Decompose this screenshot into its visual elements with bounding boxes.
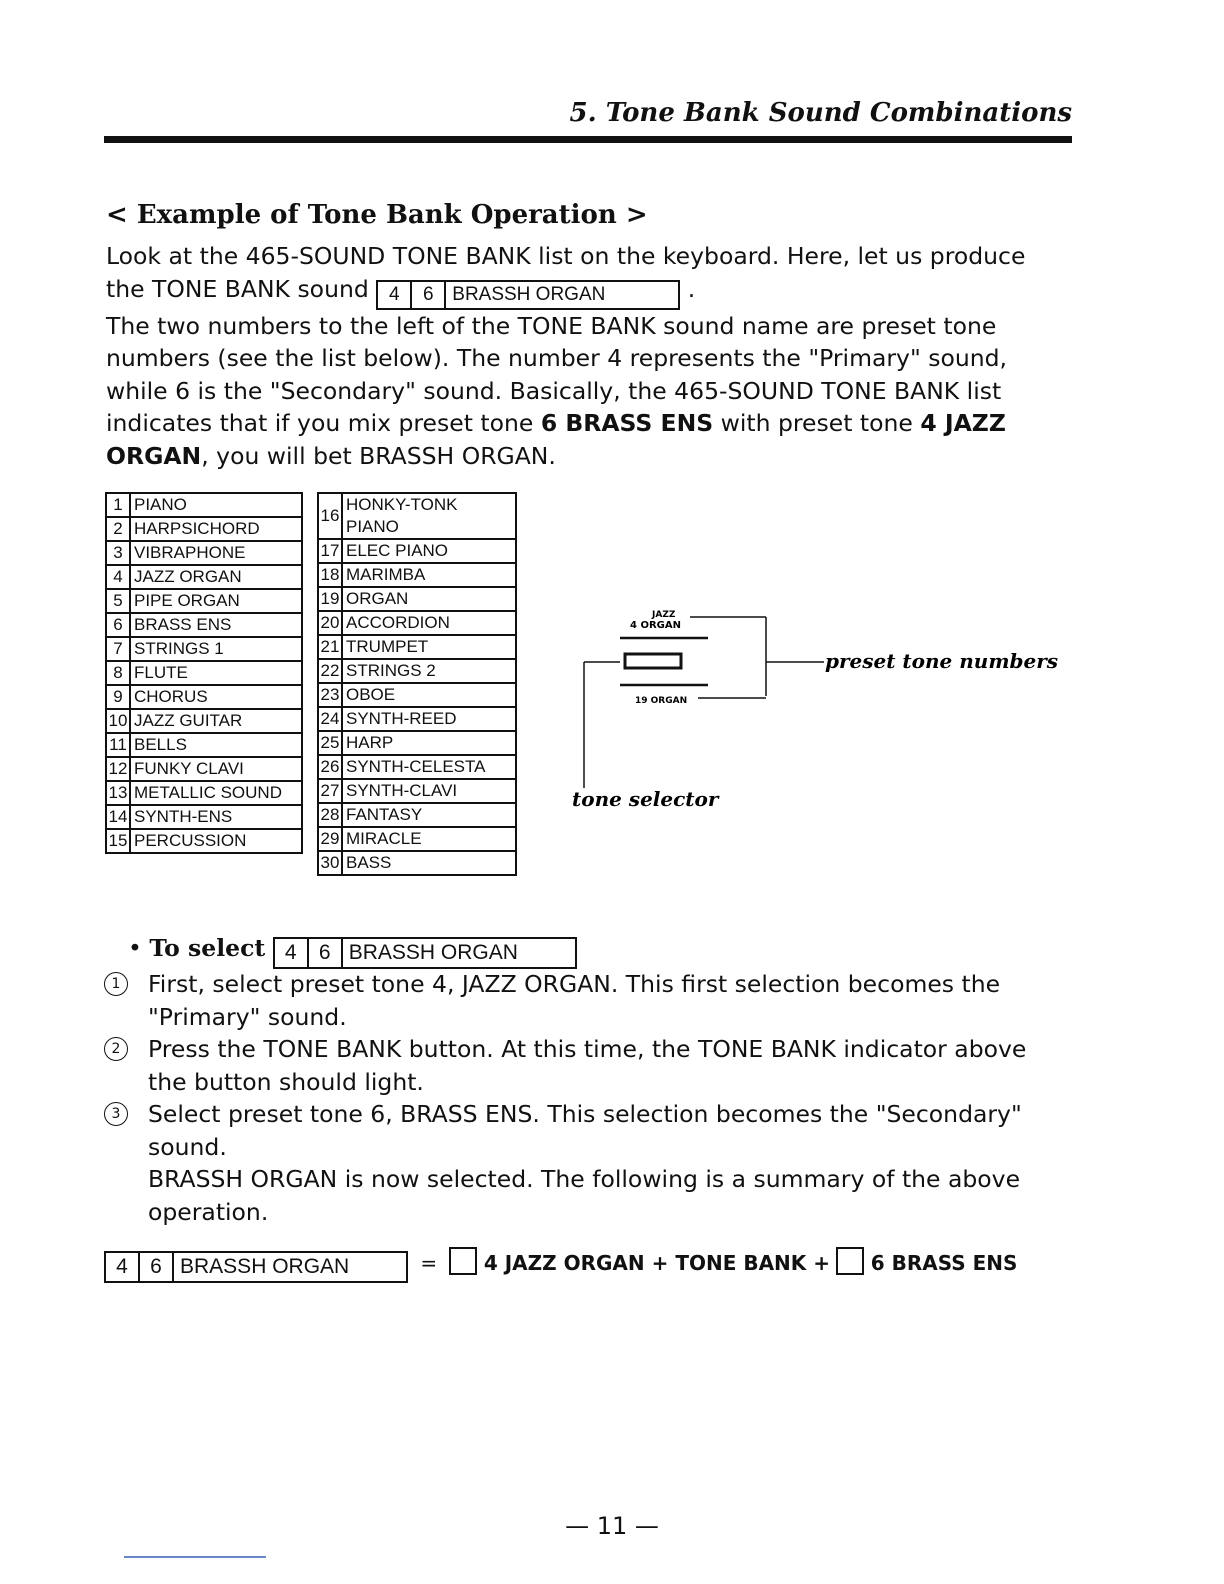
tone-name: MIRACLE <box>342 827 516 851</box>
bullet: • <box>128 934 142 962</box>
tone-name: ORGAN <box>342 587 516 611</box>
intro-line: Look at the 465-SOUND TONE BANK list on the keyboard. Here, let us produce <box>106 242 1026 270</box>
tone-name: SYNTH-ENS <box>130 805 302 829</box>
summary-text: 4 JAZZ ORGAN + TONE BANK + <box>483 1251 831 1275</box>
tone-row <box>106 805 302 829</box>
tone-name: PIANO <box>130 493 302 517</box>
tone-name: OBOE <box>342 683 516 707</box>
tone-name: METALLIC SOUND <box>130 781 302 805</box>
intro-line <box>106 273 1074 310</box>
tone-row <box>318 563 516 587</box>
tone-number: 19 <box>318 587 342 611</box>
intro-line-text: , you will bet BRASSH ORGAN. <box>201 441 556 470</box>
secondary-number: 6 <box>309 939 343 967</box>
tone-name: FLUTE <box>130 661 302 685</box>
step-number: 3 <box>104 1102 128 1126</box>
tone-number: 21 <box>318 635 342 659</box>
tone-name: HONKY-TONK PIANO <box>342 493 516 539</box>
tone-number: 24 <box>318 707 342 731</box>
tone-row <box>106 661 302 685</box>
tone-row <box>106 613 302 637</box>
tone-number: 29 <box>318 827 342 851</box>
tone-name: JAZZ GUITAR <box>130 709 302 733</box>
step-number: 1 <box>104 972 128 996</box>
tone-name: ELEC PIANO <box>342 539 516 563</box>
tone-name: VIBRAPHONE <box>130 541 302 565</box>
tone-row <box>318 493 516 539</box>
tone-number: 25 <box>318 731 342 755</box>
tone-number: 2 <box>106 517 130 541</box>
tone-number: 28 <box>318 803 342 827</box>
tone-number: 17 <box>318 539 342 563</box>
tone-name: STRINGS 1 <box>130 637 302 661</box>
tone-row <box>106 829 302 853</box>
secondary-number: 6 <box>412 282 446 308</box>
intro-line-text: with preset tone <box>720 409 913 437</box>
intro-line <box>106 407 1074 440</box>
tone-number: 16 <box>318 493 342 539</box>
intro-bold-text: 4 JAZZ <box>920 409 1006 437</box>
tone-row <box>318 779 516 803</box>
secondary-number: 6 <box>140 1253 174 1281</box>
tone-row <box>106 733 302 757</box>
to-select-line <box>128 934 577 969</box>
tone-row <box>106 709 302 733</box>
section-heading: < Example of Tone Bank Operation > <box>106 200 648 230</box>
primary-number: 4 <box>378 282 412 308</box>
tone-name: HARP <box>342 731 516 755</box>
step-item <box>104 1033 1070 1098</box>
tone-number: 3 <box>106 541 130 565</box>
step-text: Select preset tone 6, BRASS ENS. This selection becomes the "Secondary" sound. <box>148 1100 1022 1161</box>
tone-row <box>318 731 516 755</box>
tone-row <box>318 659 516 683</box>
tone-number: 27 <box>318 779 342 803</box>
tone-number: 23 <box>318 683 342 707</box>
tone-name: SYNTH-REED <box>342 707 516 731</box>
primary-number: 4 <box>106 1253 140 1281</box>
intro-line-text: the TONE BANK sound <box>106 274 369 303</box>
step-text: Press the TONE BANK button. At this time, the TONE BANK indicator above the button should light. <box>148 1035 1027 1096</box>
diagram-bottom-label: 19 ORGAN <box>635 696 688 706</box>
tone-name: ACCORDION <box>342 611 516 635</box>
tone-row <box>106 517 302 541</box>
preset-tone-table-right <box>317 492 517 876</box>
to-select-label: To select <box>149 934 266 962</box>
tone-bank-sound-display <box>273 937 577 969</box>
intro-line: numbers (see the list below). The number 4 represents the "Primary" sound, <box>106 344 1008 372</box>
tone-name: SYNTH-CELESTA <box>342 755 516 779</box>
intro-bold-text: ORGAN <box>106 441 202 470</box>
intro-line: The two numbers to the left of the TONE BANK sound name are preset tone <box>106 311 997 340</box>
preset-tone-numbers-label: preset tone numbers <box>825 649 1058 673</box>
tone-name: PIPE ORGAN <box>130 589 302 613</box>
tone-name: BASS <box>342 851 516 875</box>
bottom-line <box>124 1556 266 1558</box>
steps-list <box>104 968 1084 1228</box>
tone-name: FANTASY <box>342 803 516 827</box>
tone-name: BELLS <box>130 733 302 757</box>
tone-number: 26 <box>318 755 342 779</box>
step-number: 2 <box>104 1037 128 1061</box>
tone-number: 4 <box>106 565 130 589</box>
conclusion-text: BRASSH ORGAN is now selected. The following is a summary of the above operation. <box>148 1165 1021 1226</box>
equals-sign: = <box>420 1251 438 1275</box>
tone-name: TRUMPET <box>342 635 516 659</box>
tone-row <box>106 637 302 661</box>
tone-number: 6 <box>106 613 130 637</box>
intro-paragraph <box>106 240 1074 472</box>
step-text: First, select preset tone 4, JAZZ ORGAN. This first selection becomes the "Primary" sound. <box>148 970 1001 1031</box>
tone-name: HARPSICHORD <box>130 517 302 541</box>
tone-name: PERCUSSION <box>130 829 302 853</box>
tone-row <box>106 781 302 805</box>
tone-name: CHORUS <box>130 685 302 709</box>
summary-text: 6 BRASS ENS <box>870 1251 1018 1275</box>
tone-row <box>106 685 302 709</box>
tone-row <box>318 683 516 707</box>
tone-row <box>106 565 302 589</box>
tone-number: 18 <box>318 563 342 587</box>
tone-name: BRASS ENS <box>130 613 302 637</box>
tone-row <box>106 493 302 517</box>
tone-selector-button <box>625 654 681 668</box>
tone-row <box>318 755 516 779</box>
diagram-top-label: 4 ORGAN <box>630 620 681 631</box>
tone-row <box>318 851 516 875</box>
tone-name: JAZZ ORGAN <box>130 565 302 589</box>
intro-line-text: indicates that if you mix preset tone <box>106 409 534 437</box>
tone-row <box>106 757 302 781</box>
sound-name: BRASSH ORGAN <box>348 941 518 964</box>
tone-number: 9 <box>106 685 130 709</box>
tone-number: 22 <box>318 659 342 683</box>
tone-row <box>318 803 516 827</box>
tone-row <box>318 611 516 635</box>
tone-name: SYNTH-CLAVI <box>342 779 516 803</box>
intro-line-text: . <box>687 274 696 303</box>
sound-name: BRASSH ORGAN <box>452 283 606 305</box>
tone-number: 15 <box>106 829 130 853</box>
tone-name: FUNKY CLAVI <box>130 757 302 781</box>
tone-row <box>318 587 516 611</box>
tone-row <box>106 541 302 565</box>
tone-number: 8 <box>106 661 130 685</box>
intro-line <box>106 440 1074 473</box>
tone-number: 10 <box>106 709 130 733</box>
tone-button-icon <box>449 1247 477 1275</box>
intro-bold-text: 6 BRASS ENS <box>540 409 714 437</box>
tone-selector-label: tone selector <box>572 787 719 811</box>
tone-number: 5 <box>106 589 130 613</box>
intro-line: while 6 is the "Secondary" sound. Basically, the 465-SOUND TONE BANK list <box>106 376 1002 405</box>
tone-number: 1 <box>106 493 130 517</box>
tone-number: 7 <box>106 637 130 661</box>
tone-name: STRINGS 2 <box>342 659 516 683</box>
sound-name: BRASSH ORGAN <box>180 1255 350 1278</box>
tone-row <box>318 539 516 563</box>
page-number: — 11 — <box>565 1512 659 1540</box>
tone-bank-sound-display <box>376 280 680 310</box>
diagram-svg <box>560 600 1080 820</box>
tone-selector-diagram <box>560 600 1080 820</box>
step-item <box>104 968 1070 1033</box>
step-item <box>104 1098 1070 1163</box>
page-header-title: 5. Tone Bank Sound Combinations <box>569 98 1072 128</box>
tone-number: 20 <box>318 611 342 635</box>
tone-name: MARIMBA <box>342 563 516 587</box>
tone-number: 13 <box>106 781 130 805</box>
tone-number: 12 <box>106 757 130 781</box>
primary-number: 4 <box>275 939 309 967</box>
tone-bank-sound-display <box>104 1251 408 1283</box>
tone-number: 14 <box>106 805 130 829</box>
tone-row <box>318 827 516 851</box>
tone-row <box>106 589 302 613</box>
summary-line <box>104 1247 1017 1283</box>
tone-row <box>318 707 516 731</box>
tone-number: 30 <box>318 851 342 875</box>
tone-row <box>318 635 516 659</box>
tone-number: 11 <box>106 733 130 757</box>
diagram-jazz-label: JAZZ <box>652 610 676 620</box>
preset-tone-table-left <box>105 492 303 854</box>
header-rule <box>104 136 1072 143</box>
tone-button-icon <box>836 1247 864 1275</box>
